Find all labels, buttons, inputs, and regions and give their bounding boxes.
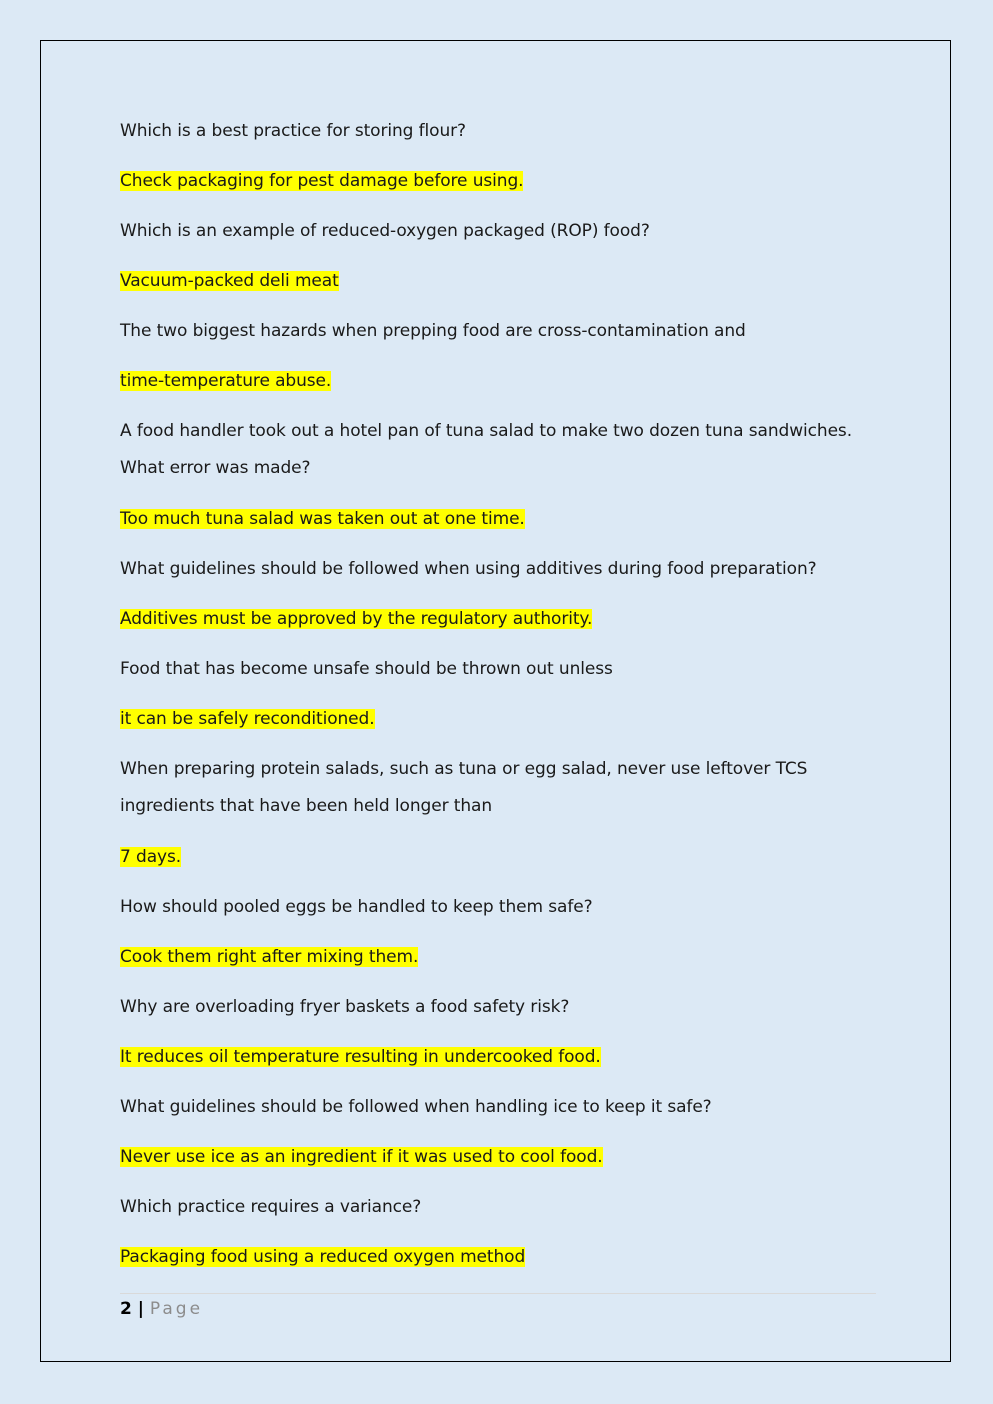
answer-highlight: Check packaging for pest damage before using.: [120, 171, 524, 191]
answer-highlight: Additives must be approved by the regulatory authority.: [120, 609, 593, 629]
question-text: What guidelines should be followed when handling ice to keep it safe?: [120, 1097, 712, 1117]
answer-highlight: Too much tuna salad was taken out at one time.: [120, 509, 525, 529]
question-text: When preparing protein salads, such as tuna or egg salad, never use leftover TCS ingredients that have been held longer than: [120, 759, 808, 816]
page-label: Page: [149, 1299, 204, 1319]
answer-text: [120, 844, 880, 870]
answer-text: [120, 706, 880, 732]
question-text: Why are overloading fryer baskets a food safety risk?: [120, 997, 570, 1017]
question-text: What guidelines should be followed when using additives during food preparation?: [120, 559, 817, 579]
question-text: Which is a best practice for storing flour?: [120, 121, 466, 141]
answer-text: [120, 606, 880, 632]
answer-highlight: time-temperature abuse.: [120, 371, 332, 391]
answer-highlight: Vacuum-packed deli meat: [120, 271, 339, 291]
question-text: Food that has become unsafe should be thrown out unless: [120, 659, 613, 679]
answer-text: [120, 368, 880, 394]
answer-highlight: Never use ice as an ingredient if it was used to cool food.: [120, 1147, 603, 1167]
answer-text: [120, 506, 880, 532]
answer-text: [120, 268, 880, 294]
answer-highlight: 7 days.: [120, 847, 182, 867]
answer-text: [120, 1244, 880, 1270]
question-text: Which practice requires a variance?: [120, 1197, 422, 1217]
answer-text: [120, 168, 880, 194]
answer-highlight: it can be safely reconditioned.: [120, 709, 375, 729]
question-text: Which is an example of reduced-oxygen packaged (ROP) food?: [120, 221, 650, 241]
page-footer: [120, 1293, 876, 1321]
answer-text: [120, 944, 880, 970]
answer-text: [120, 1144, 880, 1170]
answer-text: [120, 1044, 880, 1070]
page-number: 2: [120, 1299, 132, 1319]
question-text: How should pooled eggs be handled to keep them safe?: [120, 897, 593, 917]
document-body: [120, 118, 880, 1294]
page-separator: |: [131, 1299, 150, 1319]
answer-highlight: Cook them right after mixing them.: [120, 947, 419, 967]
question-text: A food handler took out a hotel pan of tuna salad to make two dozen tuna sandwiches. What error was made?: [120, 421, 852, 478]
question-text: The two biggest hazards when prepping food are cross-contamination and: [120, 321, 746, 341]
answer-highlight: It reduces oil temperature resulting in undercooked food.: [120, 1047, 601, 1067]
answer-highlight: Packaging food using a reduced oxygen method: [120, 1247, 526, 1267]
